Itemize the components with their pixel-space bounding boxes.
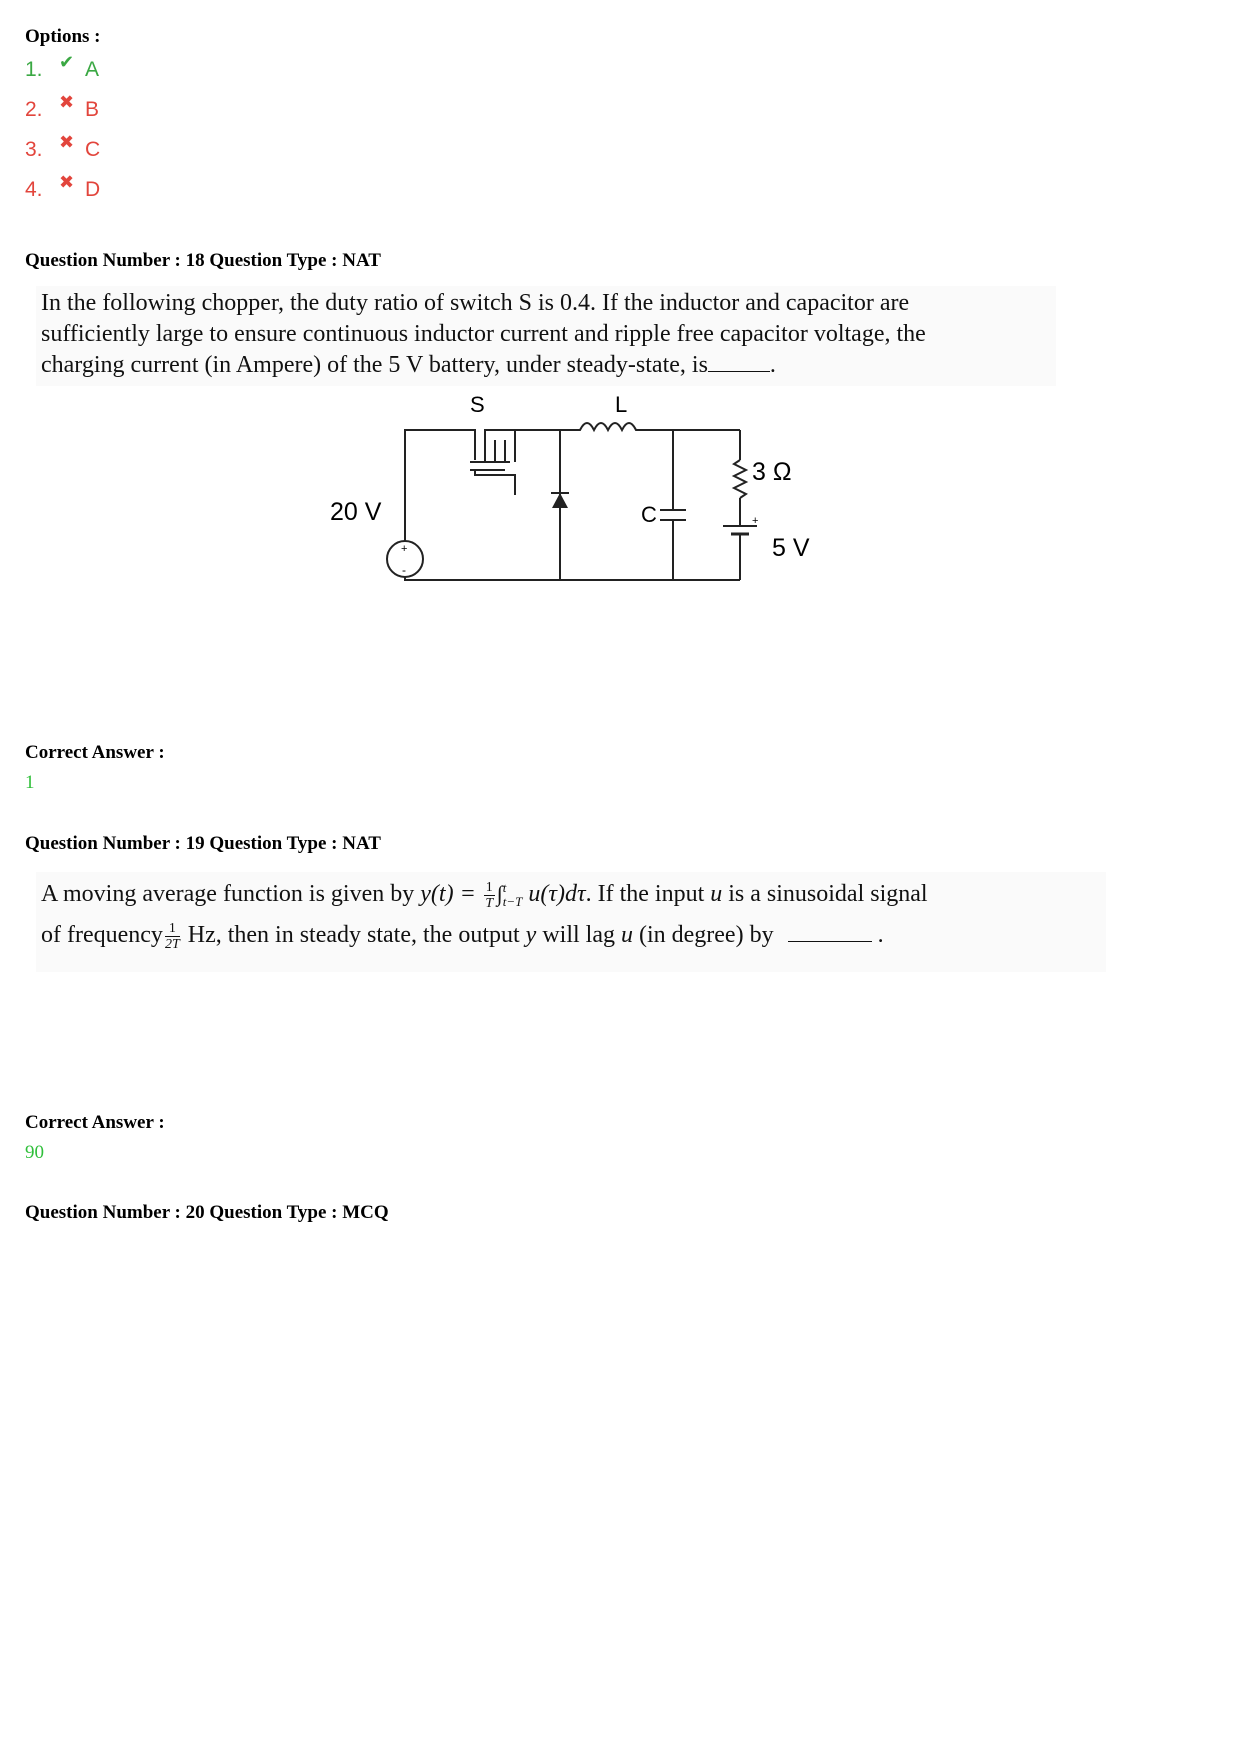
battery-label: 5 V <box>772 534 810 562</box>
check-icon: ✔ <box>59 51 75 72</box>
diode <box>552 493 568 508</box>
capacitor-label: C <box>641 502 657 527</box>
fraction-one-over-t: $\frac{1}{T}$ <box>485 879 494 911</box>
source-plus: + <box>401 543 408 555</box>
q18-answer-value: 1 <box>25 772 35 793</box>
wire-bottom <box>405 568 740 580</box>
chopper-circuit-diagram <box>320 390 840 600</box>
q18-question-text <box>36 286 1056 383</box>
option-number: 1. <box>25 58 43 81</box>
q20-heading: Question Number : 20 Question Type : MCQ <box>25 1202 389 1223</box>
option-label: B <box>85 98 100 121</box>
q19-heading: Question Number : 19 Question Type : NAT <box>25 833 381 854</box>
q18-heading: Question Number : 18 Question Type : NAT <box>25 250 381 271</box>
cross-icon: ✖ <box>59 131 75 152</box>
option-number: 3. <box>25 138 43 161</box>
option-3 <box>25 131 101 162</box>
q19-line-1: A moving average function is given by y(t) = $\frac{1}{T}$ ∫ t t−T u(τ)dτ. If the input u is a sinusoidal signal <box>41 879 928 911</box>
option-label: D <box>85 178 101 201</box>
q19-answer-value: 90 <box>25 1142 44 1163</box>
q18-line-1: In the following chopper, the duty ratio of switch S is 0.4. If the inductor and capacitor are <box>41 290 910 316</box>
option-label: A <box>85 58 100 81</box>
q19-question-text <box>36 872 1106 958</box>
cross-icon: ✖ <box>59 91 75 112</box>
wire-left-top <box>405 430 475 550</box>
option-4 <box>25 171 101 202</box>
cross-icon: ✖ <box>59 171 75 192</box>
inductor-label: L <box>615 392 628 417</box>
q19-answer-label: Correct Answer : <box>25 1112 165 1133</box>
option-1 <box>25 51 100 82</box>
fraction-one-over-2t: $\frac{1}{2T}$ <box>164 920 180 952</box>
resistor <box>734 460 746 498</box>
answer-blank <box>708 371 770 372</box>
answer-blank <box>788 941 872 942</box>
switch-label: S <box>470 392 485 417</box>
options-heading: Options : <box>25 26 101 47</box>
option-number: 2. <box>25 98 43 121</box>
q18-line-3: charging current (in Ampere) of the 5 V battery, under steady-state, is . <box>41 352 776 378</box>
q18-answer-label: Correct Answer : <box>25 742 165 763</box>
option-number: 4. <box>25 178 43 201</box>
option-2 <box>25 91 100 122</box>
q19-question-box <box>36 872 1106 972</box>
q19-line-2: of frequency $\frac{1}{2T}$ Hz, then in steady state, the output y will lag u (in degree) by . <box>41 920 884 952</box>
source-label: 20 V <box>330 498 382 526</box>
option-label: C <box>85 138 101 161</box>
q18-line-2: sufficiently large to ensure continuous inductor current and ripple free capacitor voltage, the <box>41 321 926 347</box>
inductor <box>560 423 740 430</box>
source-minus: - <box>402 563 406 577</box>
battery-plus: + <box>752 515 759 527</box>
q18-question-box <box>36 286 1056 386</box>
resistor-label: 3 Ω <box>752 458 792 486</box>
